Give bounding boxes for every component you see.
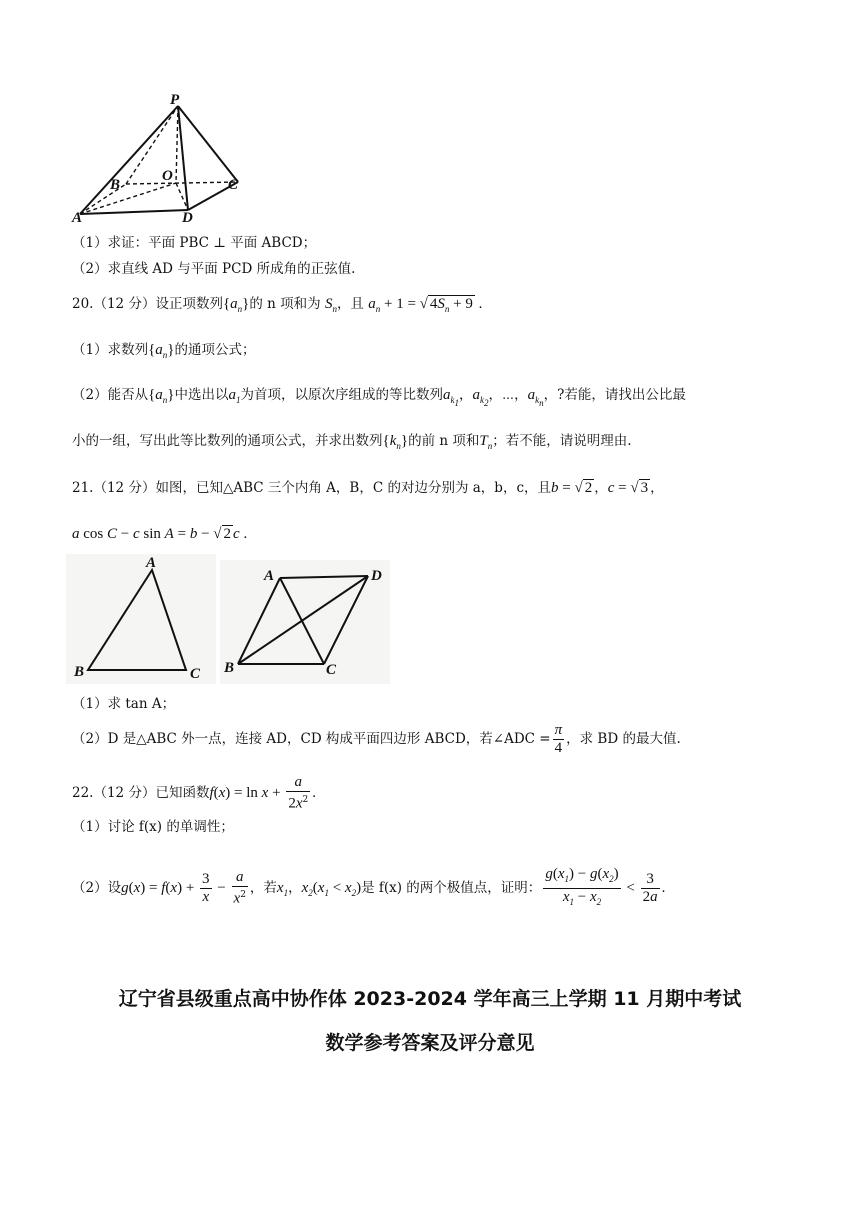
triangle-figure: [66, 554, 216, 684]
q21-stem: 21.（12 分）如图，已知△ABC 三个内角 A，B，C 的对边分别为 a，b，c，且b = √ 2 ，c = √ 3 ，: [72, 480, 664, 496]
label-b: B: [110, 177, 121, 193]
q21-part2: （2）D 是△ABC 外一点，连接 AD，CD 构成平面四边形 ABCD，若∠ADC = $\frac{\pi}{4}$ ，求 BD 的最大值.: [72, 722, 681, 756]
page-title: 辽宁省县级重点高中协作体 2023-2024 学年高三上学期 11 月期中考试: [118, 988, 742, 1010]
label-d: D: [182, 210, 193, 224]
q20-part2-line2: 小的一组，写出此等比数列的通项公式，并求出数列$\{k_n\}$的前 n 项和$T_n$；若不能，请说明理由.: [72, 433, 632, 451]
label-b: B: [74, 664, 85, 680]
quadrilateral-figure: [220, 560, 390, 684]
label-p: P: [170, 92, 180, 108]
q22-part2: （2）设g(x) = f(x) + $\frac{3}{x}$ − $\frac{a}{x^2}$ ，若$x_1$，$x_2(x_1 < x_2)$是 f(x) 的两个极值点，证明： $\frac{g(x_1) - g(x_2)}{x_1 - x_2}$ < $\frac{3}{2a}$ .: [72, 866, 665, 911]
q21-part1: （1）求 tan A；: [72, 696, 176, 712]
q20-part2-line1: （2）能否从$\{a_n\}$中选出以$a_1$为首项，以原次序组成的等比数列$a_{k_1}$，$a_{k_2}$，⋯，$a_{k_n}$，?若能，请找出公比最: [72, 387, 686, 408]
page-subtitle: 数学参考答案及评分意见: [325, 1032, 535, 1054]
label-a: A: [146, 555, 157, 571]
label-d: D: [371, 568, 382, 584]
q20-stem: 20.（12 分）设正项数列$\{a_n\}$的 n 项和为 $S_n$，且 $a_n + 1$ = √ $4S_n + 9$ .: [72, 296, 483, 314]
label-c: C: [190, 666, 201, 682]
label-b: B: [224, 660, 235, 676]
q20-part1: （1）求数列$\{a_n\}$的通项公式；: [72, 342, 256, 360]
label-c: C: [326, 662, 337, 678]
label-c: C: [228, 177, 239, 193]
label-a: A: [72, 210, 83, 224]
q21-equation: a cos C − c sin A = b − √ 2 c .: [72, 526, 248, 542]
q22-stem: 22.（12 分）已知函数f(x) = ln x + $\frac{a}{2x^2}$ .: [72, 774, 316, 812]
pyramid-figure: [66, 92, 256, 224]
label-a: A: [264, 568, 275, 584]
q19-part2: （2）求直线 AD 与平面 PCD 所成角的正弦值.: [72, 261, 356, 277]
label-o: O: [162, 168, 173, 184]
q19-part1: （1）求证：平面 PBC ⊥ 平面 ABCD；: [72, 235, 317, 251]
q22-part1: （1）讨论 f(x) 的单调性；: [72, 819, 234, 835]
